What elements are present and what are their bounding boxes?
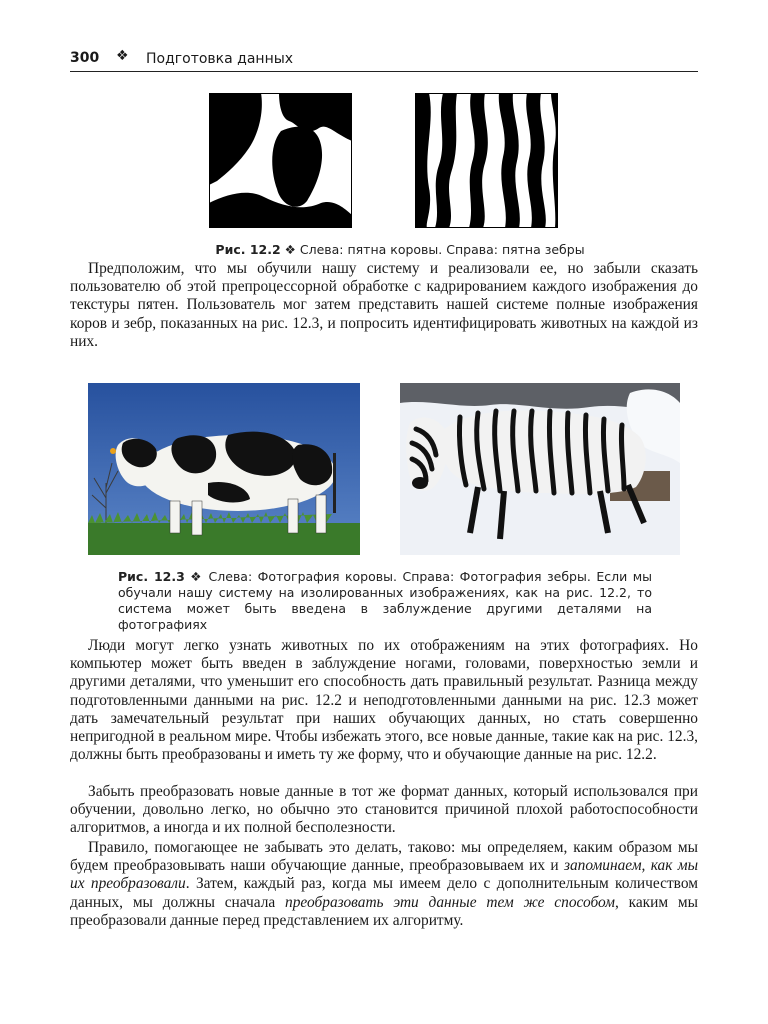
page-number: 300: [70, 50, 100, 66]
caption-ornament: ❖: [190, 569, 204, 584]
figure-12-3-caption: [118, 569, 652, 633]
running-header: [70, 48, 698, 70]
header-ornament: ❖: [116, 48, 129, 64]
caption-text: Слева: пятна коровы. Справа: пятна зебры: [299, 242, 585, 257]
body-paragraph: [70, 839, 698, 930]
text-run: . Затем, каждый раз, когда мы имеем дело с дополнительным количеством данных, мы должны сначала: [70, 875, 698, 911]
zebra-stripes-image: [415, 93, 558, 228]
caption-text: Слева: Фотография коровы. Справа: Фотография зебры. Если мы обучали нашу систему на изолированных изображениях, как на рис. 12.2, то система может быть введена в заблуждение другими деталями на фотографиях: [118, 569, 652, 632]
body-paragraph: Забыть преобразовать новые данные в тот же формат данных, который использовался при обучении, довольно легко, но обычно это становится причиной плохой работоспособности алгоритмов, а иногда и их полной бесполезности.: [70, 783, 698, 837]
figure-label: Рис. 12.3: [118, 569, 185, 584]
text-run: , каким мы преобразовали данные перед представлением их алгоритму.: [70, 893, 699, 929]
figure-12-2-caption: [200, 242, 600, 258]
emphasis-text: преобразовать эти данные тем же способом: [285, 893, 615, 911]
header-rule: [70, 71, 698, 72]
emphasis-text: запоминаем, как мы их преобразовали: [70, 857, 698, 893]
body-paragraph: Люди могут легко узнать животных по их отображениям на этих фотографиях. Но компьютер может быть введен в заблуждение ногами, головами, поверхностью земли и другими деталями, что уменьшит его способность дать правильный результат. Разница между подготовленными данными на рис. 12.2 и неподготовленными данными на рис. 12.3 может дать замечательный результат при наших обучающих данных, но стать совершенно непригодной в реальном мире. Чтобы избежать этого, все новые данные, такие как на рис. 12.3, должны быть преобразованы и иметь ту же форму, что и обучающие данные на рис. 12.2.: [70, 637, 698, 764]
chapter-title: Подготовка данных: [146, 51, 294, 67]
cow-spots-image: [209, 93, 352, 228]
figure-label: Рис. 12.2: [215, 242, 281, 257]
cow-photo: [88, 383, 360, 555]
caption-ornament: ❖: [284, 242, 296, 257]
body-paragraph: Предположим, что мы обучили нашу систему и реализовали ее, но забыли сказать пользователю об этой препроцессорной обработке с кадрированием каждого изображения до текстуры пятен. Пользователь мог затем представить нашей системе полные изображения коров и зебр, показанных на рис. 12.3, и попросить идентифицировать животных на каждой из них.: [70, 260, 698, 350]
zebra-photo: [400, 383, 680, 555]
text-run: Правило, помогающее не забывать это делать, таково: мы определяем, каким образом мы будем преобразовывать наши обучающие данные, преобразовываем их и: [70, 839, 698, 875]
